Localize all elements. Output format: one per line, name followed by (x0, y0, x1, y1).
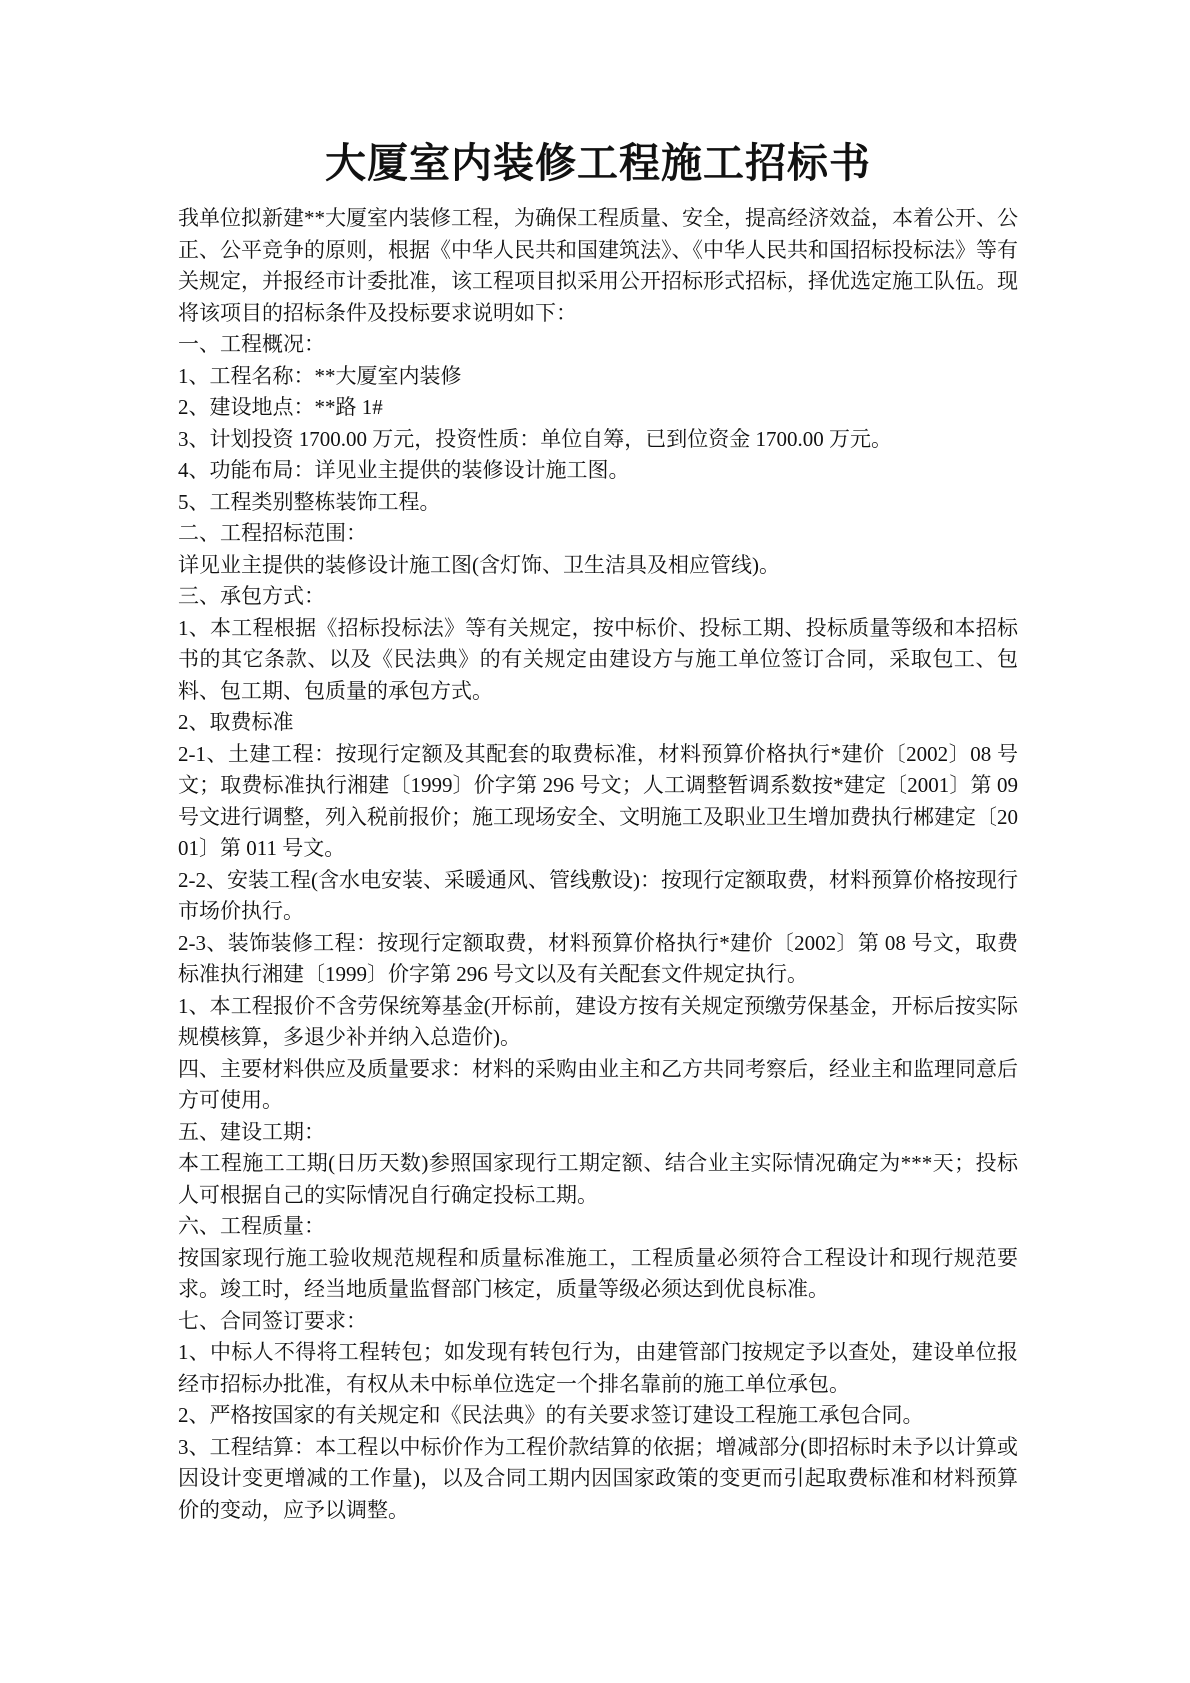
document-title: 大厦室内装修工程施工招标书 (325, 140, 871, 186)
document-body (178, 203, 1018, 1526)
paragraph: 四、主要材料供应及质量要求：材料的采购由业主和乙方共同考察后，经业主和监理同意后方可使用。 (178, 1056, 1018, 1113)
paragraph: 七、合同签订要求： (178, 1308, 367, 1333)
paragraph: 5、工程类别整栋装饰工程。 (178, 489, 441, 514)
paragraph: 我单位拟新建**大厦室内装修工程，为确保工程质量、安全，提高经济效益，本着公开、公正、公平竞争的原则，根据《中华人民共和国建筑法》、《中华人民共和国招标投标法》等有关规定，并报经市计委批准，该工程项目拟采用公开招标形式招标，择优选定施工队伍。现将该项目的招标条件及投标要求说明如下： (178, 206, 1018, 325)
paragraph: 一、工程概况： (178, 332, 325, 357)
paragraph: 1、工程名称：**大厦室内装修 (178, 363, 462, 388)
paragraph: 2、建设地点：**路 1# (178, 395, 383, 420)
paragraph: 三、承包方式： (178, 584, 325, 609)
paragraph: 1、中标人不得将工程转包；如发现有转包行为，由建管部门按规定予以查处，建设单位报经市招标办批准，有权从未中标单位选定一个排名靠前的施工单位承包。 (178, 1340, 1018, 1396)
paragraph: 4、功能布局：详见业主提供的装修设计施工图。 (178, 458, 630, 483)
paragraph: 3、工程结算：本工程以中标价作为工程价款结算的依据；增减部分(即招标时未予以计算或因设计变更增减的工作量)，以及合同工期内因国家政策的变更而引起取费标准和材料预算价的变动，应予以调整。 (178, 1434, 1018, 1522)
paragraph: 2、取费标准 (178, 710, 294, 735)
paragraph: 3、计划投资 1700.00 万元，投资性质：单位自筹，已到位资金 1700.00 万元。 (178, 426, 892, 451)
paragraph: 1、本工程报价不含劳保统筹基金(开标前，建设方按有关规定预缴劳保基金，开标后按实际规模核算，多退少补并纳入总造价)。 (178, 993, 1018, 1050)
paragraph: 2-2、安装工程(含水电安装、采暖通风、管线敷设)：按现行定额取费，材料预算价格按现行市场价执行。 (178, 867, 1018, 924)
paragraph: 六、工程质量： (178, 1214, 325, 1239)
paragraph: 本工程施工工期(日历天数)参照国家现行工期定额、结合业主实际情况确定为***天；投标人可根据自己的实际情况自行确定投标工期。 (178, 1151, 1018, 1207)
paragraph: 2-1、土建工程：按现行定额及其配套的取费标准，材料预算价格执行*建价〔2002〕08 号文；取费标准执行湘建〔1999〕价字第 296 号文；人工调整暂调系数按*建定〔2001〕第 09 号文进行调整，列入税前报价；施工现场安全、文明施工及职业卫生增加费执行郴建定〔2001〕第 011 号文。 (178, 741, 1018, 861)
paragraph: 按国家现行施工验收规范规程和质量标准施工，工程质量必须符合工程设计和现行规范要求。竣工时，经当地质量监督部门核定，质量等级必须达到优良标准。 (178, 1245, 1018, 1302)
paragraph: 二、工程招标范围： (178, 521, 367, 546)
paragraph: 五、建设工期： (178, 1119, 325, 1144)
paragraph: 2、严格按国家的有关规定和《民法典》的有关要求签订建设工程施工承包合同。 (178, 1403, 924, 1428)
paragraph: 1、本工程根据《招标投标法》等有关规定，按中标价、投标工期、投标质量等级和本招标书的其它条款、以及《民法典》的有关规定由建设方与施工单位签订合同，采取包工、包料、包工期、包质量的承包方式。 (178, 615, 1018, 703)
paragraph: 详见业主提供的装修设计施工图(含灯饰、卫生洁具及相应管线)。 (178, 552, 780, 577)
paragraph: 2-3、装饰装修工程：按现行定额取费，材料预算价格执行*建价〔2002〕第 08 号文，取费标准执行湘建〔1999〕价字第 296 号文以及有关配套文件规定执行。 (178, 930, 1018, 987)
